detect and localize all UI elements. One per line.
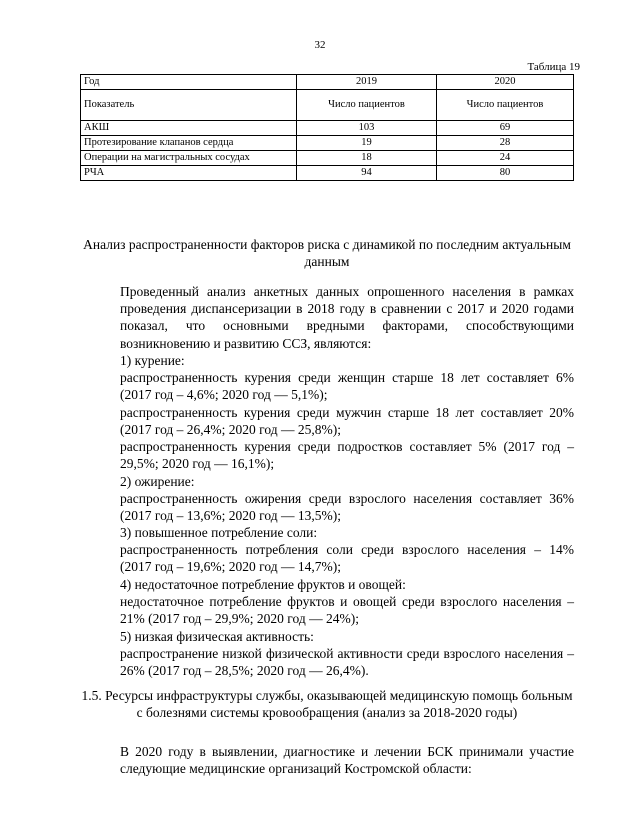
row-value-2020: 69 xyxy=(437,121,574,136)
subsection-heading: 1.5. Ресурсы инфраструктуры службы, оказывающей медицинскую помощь больным с болезнями системы кровообращения (анализ за 2018-2020 годы) xyxy=(81,688,573,720)
row-name: АКШ xyxy=(81,121,297,136)
row-name: РЧА xyxy=(81,166,297,181)
patients-count-header: Число пациентов xyxy=(437,90,574,121)
risk-item xyxy=(80,524,574,541)
table-row xyxy=(81,121,574,136)
risk-item-text: распространенность ожирения среди взрослого населения составляет 36% (2017 год – 13,6%; 2020 год — 13,5%); xyxy=(120,491,574,524)
risk-item-text: 5) низкая физическая активность: xyxy=(120,629,314,644)
surgery-stats-table xyxy=(80,74,574,181)
row-value-2019: 19 xyxy=(297,136,437,151)
year-2020-header: 2020 xyxy=(437,75,574,90)
risk-item xyxy=(80,404,574,438)
risk-item-text: распространенность курения среди подростков составляет 5% (2017 год – 29,5%; 2020 год — 16,1%); xyxy=(120,439,574,472)
table-subheader-row xyxy=(81,90,574,121)
row-name: Протезирование клапанов сердца xyxy=(81,136,297,151)
year-2019-header: 2019 xyxy=(297,75,437,90)
intro-text: Проведенный анализ анкетных данных опрошенного населения в рамках проведения диспансеризации в 2018 году в сравнении с 2017 и 2020 годами показал, что основными вредными факторами, способствующими возникновению и развитию ССЗ, являются: xyxy=(120,284,574,351)
risk-item xyxy=(80,473,574,490)
indicator-header: Показатель xyxy=(81,90,297,121)
table-caption: Таблица 19 xyxy=(527,61,580,73)
table-row xyxy=(81,136,574,151)
risk-item xyxy=(80,593,574,627)
year-header: Год xyxy=(81,75,297,90)
table-header-row xyxy=(81,75,574,90)
closing-text: В 2020 году в выявлении, диагностике и лечении БСК принимали участие следующие медицинские организаций Костромской области: xyxy=(120,744,574,777)
closing-paragraph xyxy=(80,743,574,777)
risk-item-text: 3) повышенное потребление соли: xyxy=(120,525,318,540)
row-name: Операции на магистральных сосудах xyxy=(81,151,297,166)
risk-item-text: распространенность потребления соли среди взрослого населения – 14% (2017 год – 19,6%; 2020 год — 14,7%); xyxy=(120,542,574,575)
risk-item-text: 2) ожирение: xyxy=(120,474,195,489)
section-heading: Анализ распространенности факторов риска с динамикой по последним актуальным данным xyxy=(83,237,571,269)
row-value-2019: 103 xyxy=(297,121,437,136)
page-number: 32 xyxy=(314,39,326,51)
row-value-2019: 18 xyxy=(297,151,437,166)
risk-item xyxy=(80,628,574,645)
risk-item xyxy=(80,438,574,472)
risk-item xyxy=(80,352,574,369)
row-value-2020: 28 xyxy=(437,136,574,151)
risk-item xyxy=(80,369,574,403)
risk-item-text: распространенность курения среди женщин старше 18 лет составляет 6% (2017 год – 4,6%; 2020 год — 5,1%); xyxy=(120,370,574,403)
risk-item xyxy=(80,490,574,524)
risk-item xyxy=(80,541,574,575)
risk-item-text: 4) недостаточное потребление фруктов и овощей: xyxy=(120,577,406,592)
row-value-2020: 80 xyxy=(437,166,574,181)
risk-item xyxy=(80,645,574,679)
row-value-2019: 94 xyxy=(297,166,437,181)
table-row xyxy=(81,166,574,181)
risk-item-text: 1) курение: xyxy=(120,353,185,368)
risk-item-text: распространенность курения среди мужчин старше 18 лет составляет 20% (2017 год – 26,4%; 2020 год — 25,8%); xyxy=(120,405,574,438)
risk-item-text: распространение низкой физической активности среди взрослого населения – 26% (2017 год – 28,5%; 2020 год — 26,4%). xyxy=(120,646,574,679)
row-value-2020: 24 xyxy=(437,151,574,166)
table-row xyxy=(81,151,574,166)
intro-paragraph xyxy=(80,283,574,352)
risk-item-text: недостаточное потребление фруктов и овощей среди взрослого населения – 21% (2017 год – 29,9%; 2020 год — 24%); xyxy=(120,594,574,627)
patients-count-header: Число пациентов xyxy=(297,90,437,121)
risk-item xyxy=(80,576,574,593)
